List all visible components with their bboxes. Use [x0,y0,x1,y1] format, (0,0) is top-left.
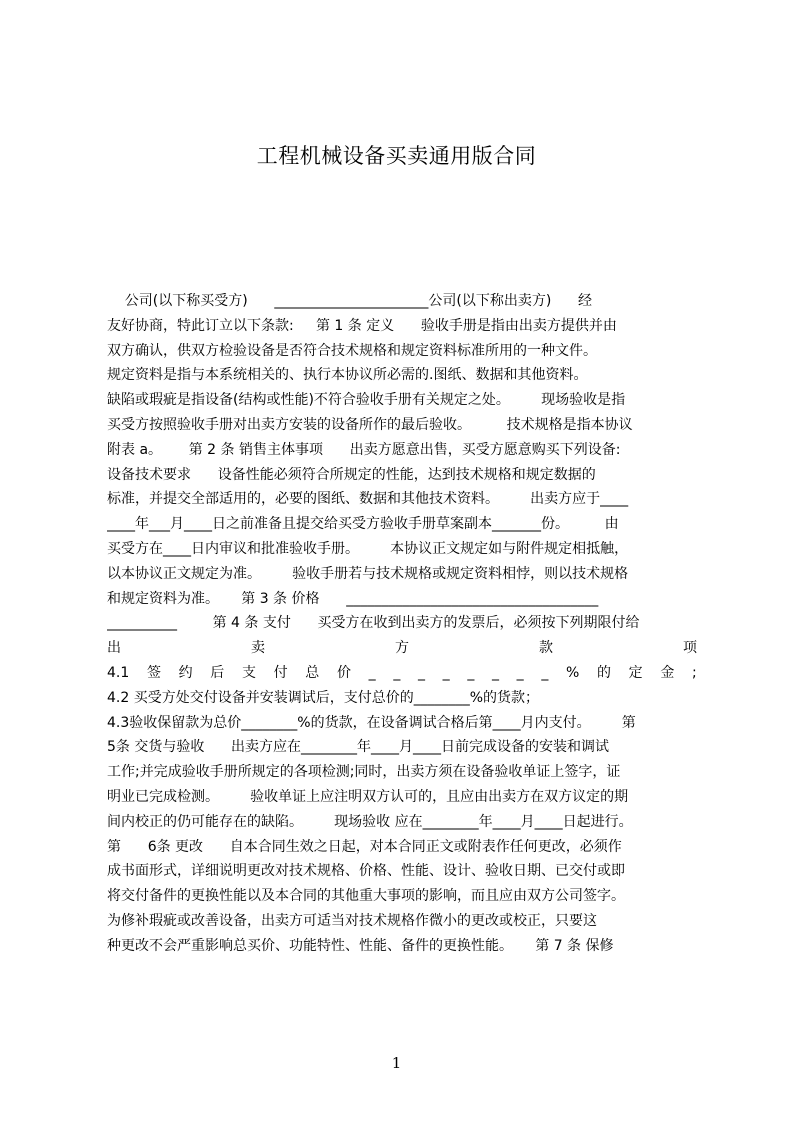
body-line: 和规定资料为准。 第 3 条 价格 ____________________________________ [107,590,599,607]
body-line: 种更改不会严重影响总买价、功能特性、性能、备件的更换性能。 第 7 条 保修 [107,937,614,954]
body-line: ____年___月____日之前准备且提交给买受方验收手册草案副本_______份。 由 [107,516,619,533]
body-line: 出 卖 方 款 项 [107,640,697,657]
body-line: 4.2 买受方处交付设备并安装调试后，支付总价的________%的货款； [107,689,540,706]
body-line: 成书面形式，详细说明更改对技术规格、价格、性能、设计、验收日期、已交付或即 [107,863,625,880]
body-line: 工作;并完成验收手册所规定的各项检测;同时，出卖方须在设备验收单证上签字，证 [107,764,621,781]
body-line: 间内校正的仍可能存在的缺陷。 现场验收 应在________年____月____日起进行。 [107,813,633,830]
body-line: 以本协议正文规定为准。 验收手册若与技术规格或规定资料相悖，则以技术规格 [107,565,629,582]
body-line: 4.1 签 约 后 支 付 总 价 _ _ _ _ _ _ _ _ % 的 定 金 ; [107,665,697,681]
body-line: __________ 第 4 条 支付 买受方在收到出卖方的发票后，必须按下列期限付给 [107,615,640,632]
body-line: 设备技术要求 设备性能必须符合所规定的性能，达到技术规格和规定数据的 [107,466,596,483]
body-line: 4.3验收保留款为总价________%的货款，在设备调试合格后第____月内支付。 第 [107,714,636,731]
document-title: 工程机械设备买卖通用版合同 [256,144,537,168]
body-line: 买受方按照验收手册对出卖方安装的设备所作的最后验收。 技术规格是指本协议 [107,417,633,433]
body-line: 将交付备件的更换性能以及本合同的其他重大事项的影响，而且应由双方公司签字。 [107,888,625,905]
body-line: 双方确认，供双方检验设备是否符合技术规格和规定资料标准所用的一种文件。 [107,342,597,359]
body-line: 标准，并提交全部适用的，必要的图纸、数据和其他技术资料。 出卖方应于____ [107,491,629,508]
body-line: 第 6条 更改 自本合同生效之日起，对本合同正文或附表作任何更改，必须作 [107,838,622,855]
body-line: 规定资料是指与本系统相关的、执行本协议所必需的.图纸、数据和其他资料。 [107,367,588,384]
body-line: 友好协商，特此订立以下条款: 第 1 条 定义 验收手册是指由出卖方提供并由 [107,317,617,334]
page-number: 1 [391,1054,402,1072]
body-line: 5条 交货与验收 出卖方应在________年____月____日前完成设备的安装和调试 [107,739,610,756]
body-line: 明业已完成检测。 验收单证上应注明双方认可的，且应由出卖方在双方议定的期 [107,789,629,805]
body-line: 附表 a。 第 2 条 销售主体事项 出卖方愿意出售，买受方愿意购买下列设备: [107,441,621,458]
body-line: 公司(以下称买受方) ______________________公司(以下称出卖方) 经 [107,293,593,309]
body-line: 为修补瑕疵或改善设备，出卖方可适当对技术规格作微小的更改或校正，只要这 [107,913,597,929]
body-line: 缺陷或瑕疵是指设备(结构或性能)不符合验收手册有关规定之处。 现场验收是指 [107,392,626,409]
body-line: 买受方在____日内审议和批准验收手册。 本协议正文规定如与附件规定相抵触， [107,541,629,557]
